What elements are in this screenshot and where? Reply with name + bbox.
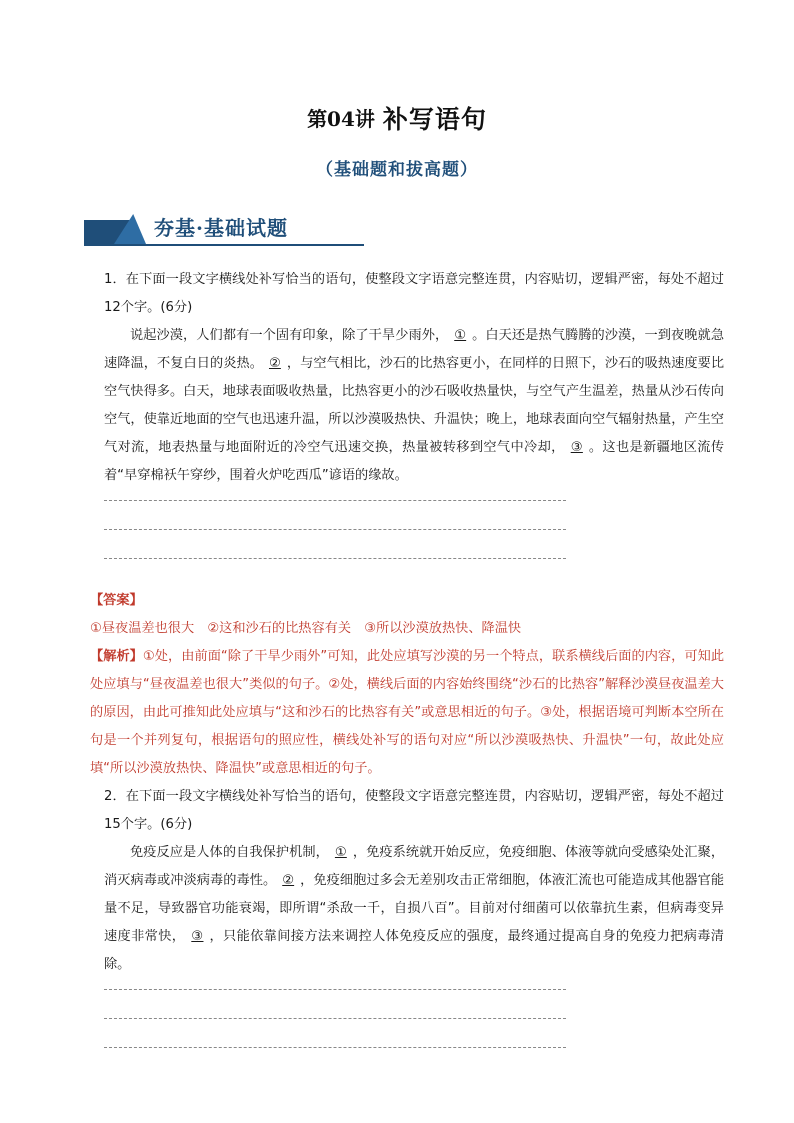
q2-blank-2: ② bbox=[282, 873, 295, 888]
lecture-topic: 补写语句 bbox=[382, 105, 487, 134]
answer-line bbox=[104, 558, 566, 560]
answer-line bbox=[104, 1047, 566, 1049]
answer-line bbox=[104, 500, 566, 502]
page-subtitle: （基础题和拔高题） bbox=[316, 160, 478, 180]
content-body bbox=[90, 266, 725, 1076]
q1-answer: ①昼夜温差也很大 ②这和沙石的比热容有关 ③所以沙漠放热快、降温快 bbox=[90, 621, 522, 636]
q1-analysis: 【解析】①处，由前面“除了干旱少雨外”可知，此处应填写沙漠的另一个特点，联系横线后面的内容，可知此处应填与“昼夜温差也很大”类似的句子。②处，横线后面的内容始终围绕“沙石的比热容”解释沙漠昼夜温差大的原因，由此可推知此处应填与“这和沙石的比热容有关”或意思相近的句子。③处，根据语境可判断本空所在句是一个并列复句，根据语句的照应性，横线处补写的语句对应“所以沙漠吸热快、升温快”一句，故此处应填“所以沙漠放热快、降温快”或意思相近的句子。 bbox=[90, 649, 725, 776]
q1-prompt: 1．在下面一段文字横线处补写恰当的语句，使整段文字语意完整连贯，内容贴切，逻辑严密，每处不超过12个字。(6分) bbox=[104, 272, 724, 315]
q1-blank-1: ① bbox=[454, 328, 467, 343]
q2-blank-1: ① bbox=[334, 845, 347, 860]
section-banner bbox=[84, 212, 364, 246]
section-label: 夯基·基础试题 bbox=[154, 216, 288, 240]
answer-line bbox=[104, 1018, 566, 1020]
q2-prompt: 2．在下面一段文字横线处补写恰当的语句，使整段文字语意完整连贯，内容贴切，逻辑严密，每处不超过15个字。(6分) bbox=[104, 789, 724, 832]
q2-blank-3: ③ bbox=[191, 929, 204, 944]
q2-passage: 免疫反应是人体的自我保护机制， ① ，免疫系统就开始反应，免疫细胞、体液等就向受感染处汇聚，消灭病毒或冲淡病毒的毒性。 ② ，免疫细胞过多会无差别攻击正常细胞，体液汇流也可能造成其他器官能量不足，导致器官功能衰竭，即所谓“杀敌一千，自损八百”。目前对付细菌可以依靠抗生素，但病毒变异速度非常快， ③ ，只能依靠间接方法来调控人体免疫反应的强度，最终通过提高自身的免疫力把病毒清除。 bbox=[104, 845, 725, 972]
answer-line bbox=[104, 529, 566, 531]
q1-passage: 说起沙漠，人们都有一个固有印象，除了干旱少雨外， ① 。白天还是热气腾腾的沙漠，一到夜晚就急速降温，不复白日的炎热。 ② ，与空气相比，沙石的比热容更小，在同样的日照下，沙石的吸热速度要比空气快得多。白天，地球表面吸收热量，比热容更小的沙石吸收热量快，与空气产生温差，热量从沙石传向空气，使靠近地面的空气也迅速升温，所以沙漠吸热快、升温快；晚上，地球表面向空气辐射热量，产生空气对流，地表热量与地面附近的冷空气迅速交换，热量被转移到空气中冷却， ③ 。这也是新疆地区流传着“早穿棉袄午穿纱，围着火炉吃西瓜”谚语的缘故。 bbox=[104, 328, 725, 483]
answer-line bbox=[104, 989, 566, 991]
q1-analysis-heading: 【解析】 bbox=[90, 649, 143, 664]
q1-blank-3: ③ bbox=[570, 440, 583, 455]
page-title bbox=[0, 100, 794, 136]
q1-blank-2: ② bbox=[268, 356, 281, 371]
q2-answer-lines bbox=[104, 989, 724, 1049]
lecture-number: 第04讲 bbox=[307, 107, 375, 131]
q1-answer-lines bbox=[104, 500, 724, 560]
q1-answer-heading: 【答案】 bbox=[90, 593, 143, 608]
